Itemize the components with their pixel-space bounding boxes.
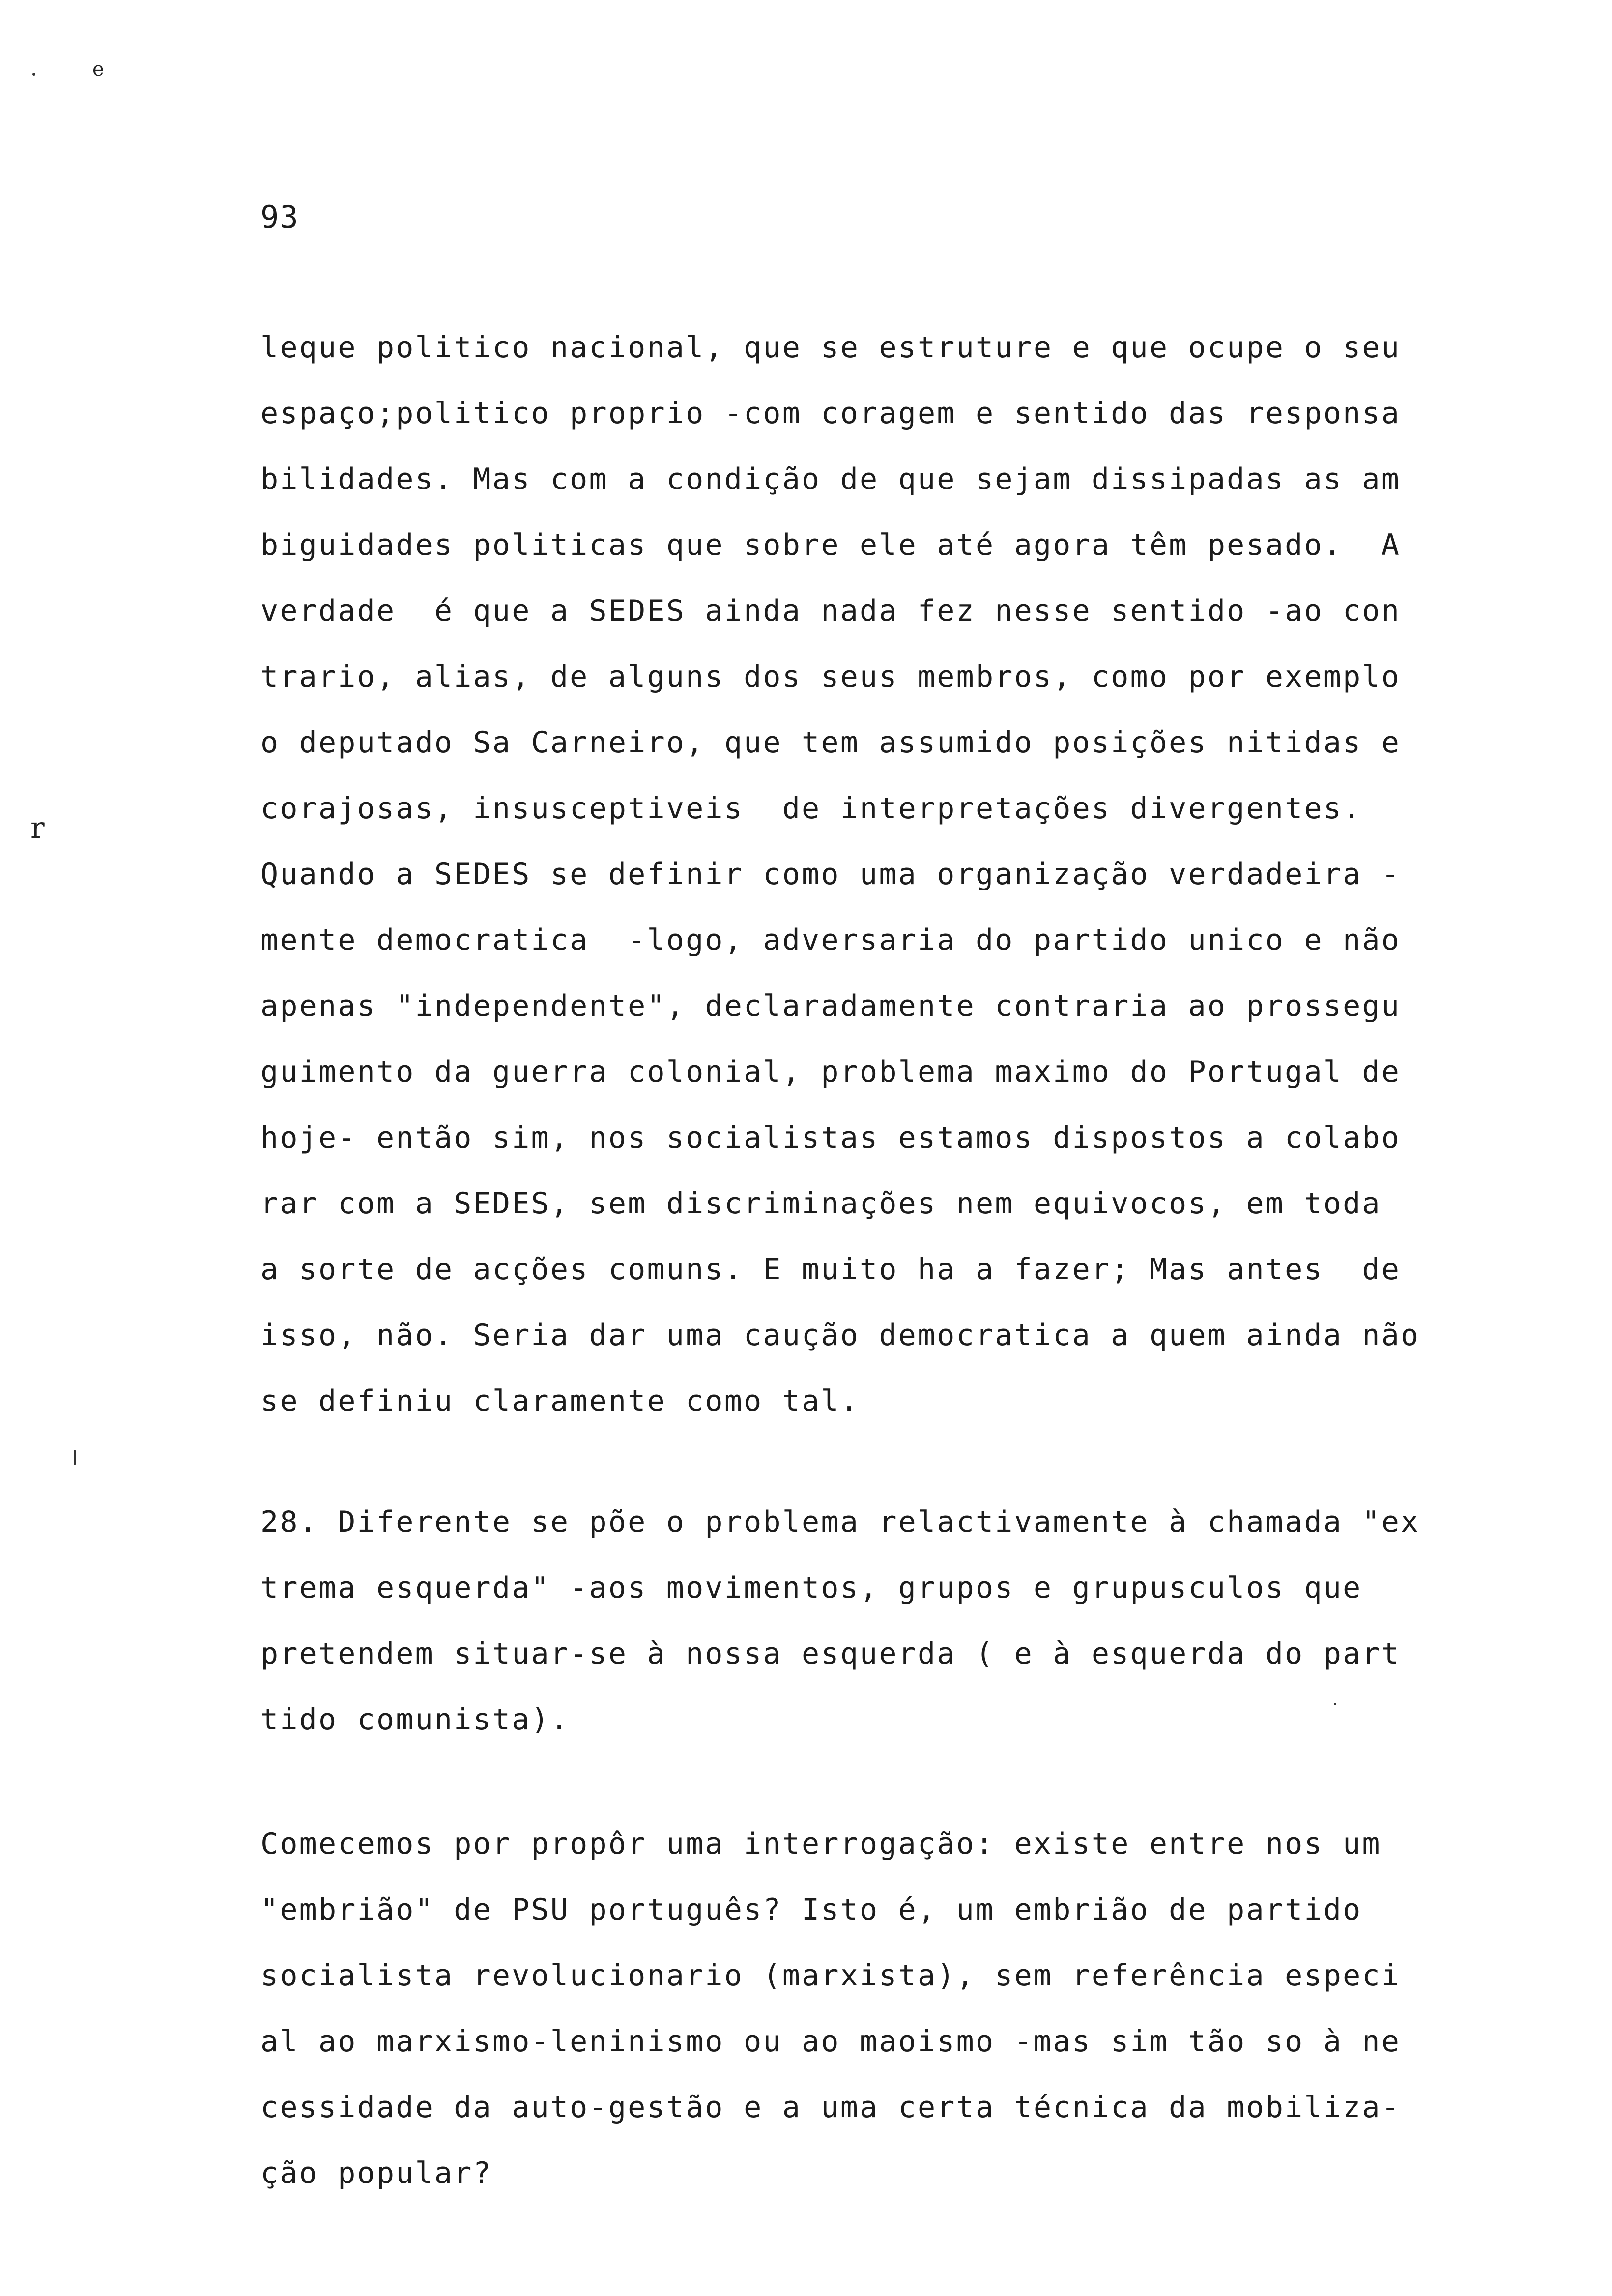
text-line: rar com a SEDES, sem discriminações nem equivocos, em toda	[260, 1186, 1382, 1221]
text-line: biguidades politicas que sobre ele até agora têm pesado. A	[260, 528, 1401, 562]
text-line: "embrião" de PSU português? Isto é, um embrião de partido	[260, 1893, 1362, 1927]
text-line: ção popular?	[260, 2156, 492, 2190]
text-line: isso, não. Seria dar uma caução democratica a quem ainda não	[260, 1318, 1420, 1352]
text-line: Comecemos por propôr uma interrogação: existe entre nos um	[260, 1827, 1382, 1861]
text-line: al ao marxismo-leninismo ou ao maoismo -mas sim tão so à ne	[260, 2024, 1401, 2059]
text-line: corajosas, insusceptiveis de interpretações divergentes.	[260, 791, 1362, 826]
text-line: pretendem situar-se à nossa esquerda ( e à esquerda do part	[260, 1636, 1401, 1671]
text-line: a sorte de acções comuns. E muito ha a fazer; Mas antes de	[260, 1252, 1401, 1287]
text-line: o deputado Sa Carneiro, que tem assumido posições nitidas e	[260, 725, 1401, 760]
text-line: tido comunista).	[260, 1702, 570, 1737]
text-line: verdade é que a SEDES ainda nada fez nesse sentido -ao con	[260, 594, 1401, 628]
text-line: trario, alias, de alguns dos seus membros, como por exemplo	[260, 660, 1401, 694]
paragraph-psu-question	[260, 1811, 1440, 2206]
text-line: leque politico nacional, que se estruture e que ocupe o seu	[260, 330, 1401, 365]
text-line: 28. Diferente se põe o problema relactivamente à chamada "ex	[260, 1505, 1420, 1539]
text-line: guimento da guerra colonial, problema maximo do Portugal de	[260, 1055, 1401, 1089]
paragraph-sedes	[260, 315, 1440, 1434]
text-line: Quando a SEDES se definir como uma organização verdadeira -	[260, 857, 1401, 891]
text-line: espaço;politico proprio -com coragem e sentido das responsa	[260, 396, 1401, 430]
scan-speck	[74, 1450, 76, 1465]
paragraph-28-extrema-esquerda	[260, 1489, 1440, 1752]
scan-speck-mark: e	[92, 58, 104, 81]
page-number: 93	[260, 199, 299, 235]
text-line: socialista revolucionario (marxista), sem referência especi	[260, 1958, 1401, 1993]
text-line: trema esquerda" -aos movimentos, grupos e grupusculos que	[260, 1571, 1362, 1605]
text-line: cessidade da auto-gestão e a uma certa técnica da mobiliza-	[260, 2090, 1401, 2124]
scan-speck	[32, 73, 35, 76]
text-line: se definiu claramente como tal.	[260, 1384, 860, 1418]
text-line: bilidades. Mas com a condição de que sejam dissipadas as am	[260, 462, 1401, 496]
text-line: mente democratica -logo, adversaria do partido unico e não	[260, 923, 1401, 957]
text-line: apenas "independente", declaradamente contraria ao prossegu	[260, 989, 1401, 1023]
margin-hook-mark: r	[30, 811, 45, 845]
text-line: hoje- então sim, nos socialistas estamos dispostos a colabo	[260, 1120, 1401, 1155]
